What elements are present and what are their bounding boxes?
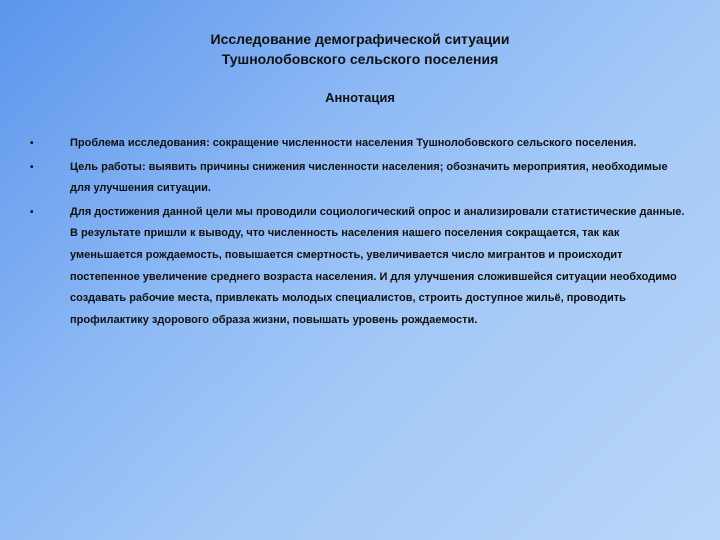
slide-subtitle: Аннотация [325, 90, 395, 105]
bullet-icon: • [30, 138, 34, 149]
bullet-icon: • [30, 161, 34, 173]
slide-title-line-2: Тушнолобовского сельского поселения [221, 51, 499, 67]
bullet-text: Проблема исследования: сокращение численности населения Тушнолобовского сельского поселения. [70, 137, 637, 149]
bullet-list [30, 133, 690, 333]
bullet-item-goal [30, 157, 690, 200]
slide-title [0, 29, 720, 69]
bullet-icon: • [30, 206, 34, 218]
bullet-item-method [30, 202, 690, 332]
slide-title-line-1: Исследование демографической ситуации [210, 31, 510, 47]
bullet-text: Для достижения данной цели мы проводили социологический опрос и анализировали статистические данные. В результате пришли к выводу, что численность населения нашего поселения сокращается, так как уменьшается рождаемость, повышается смертность, увеличивается число мигрантов и происходит постепенное увеличение среднего возраста населения. И для улучшения сложившейся ситуации необходимо создавать рабочие места, привлекать молодых специалистов, строить доступное жильё, проводить профилактику здорового образа жизни, повышать уровень рождаемости. [70, 205, 685, 326]
bullet-text: Цель работы: выявить причины снижения численности населения; обозначить мероприятия, необходимые для улучшения ситуации. [70, 160, 668, 195]
bullet-item-problem [30, 133, 690, 155]
